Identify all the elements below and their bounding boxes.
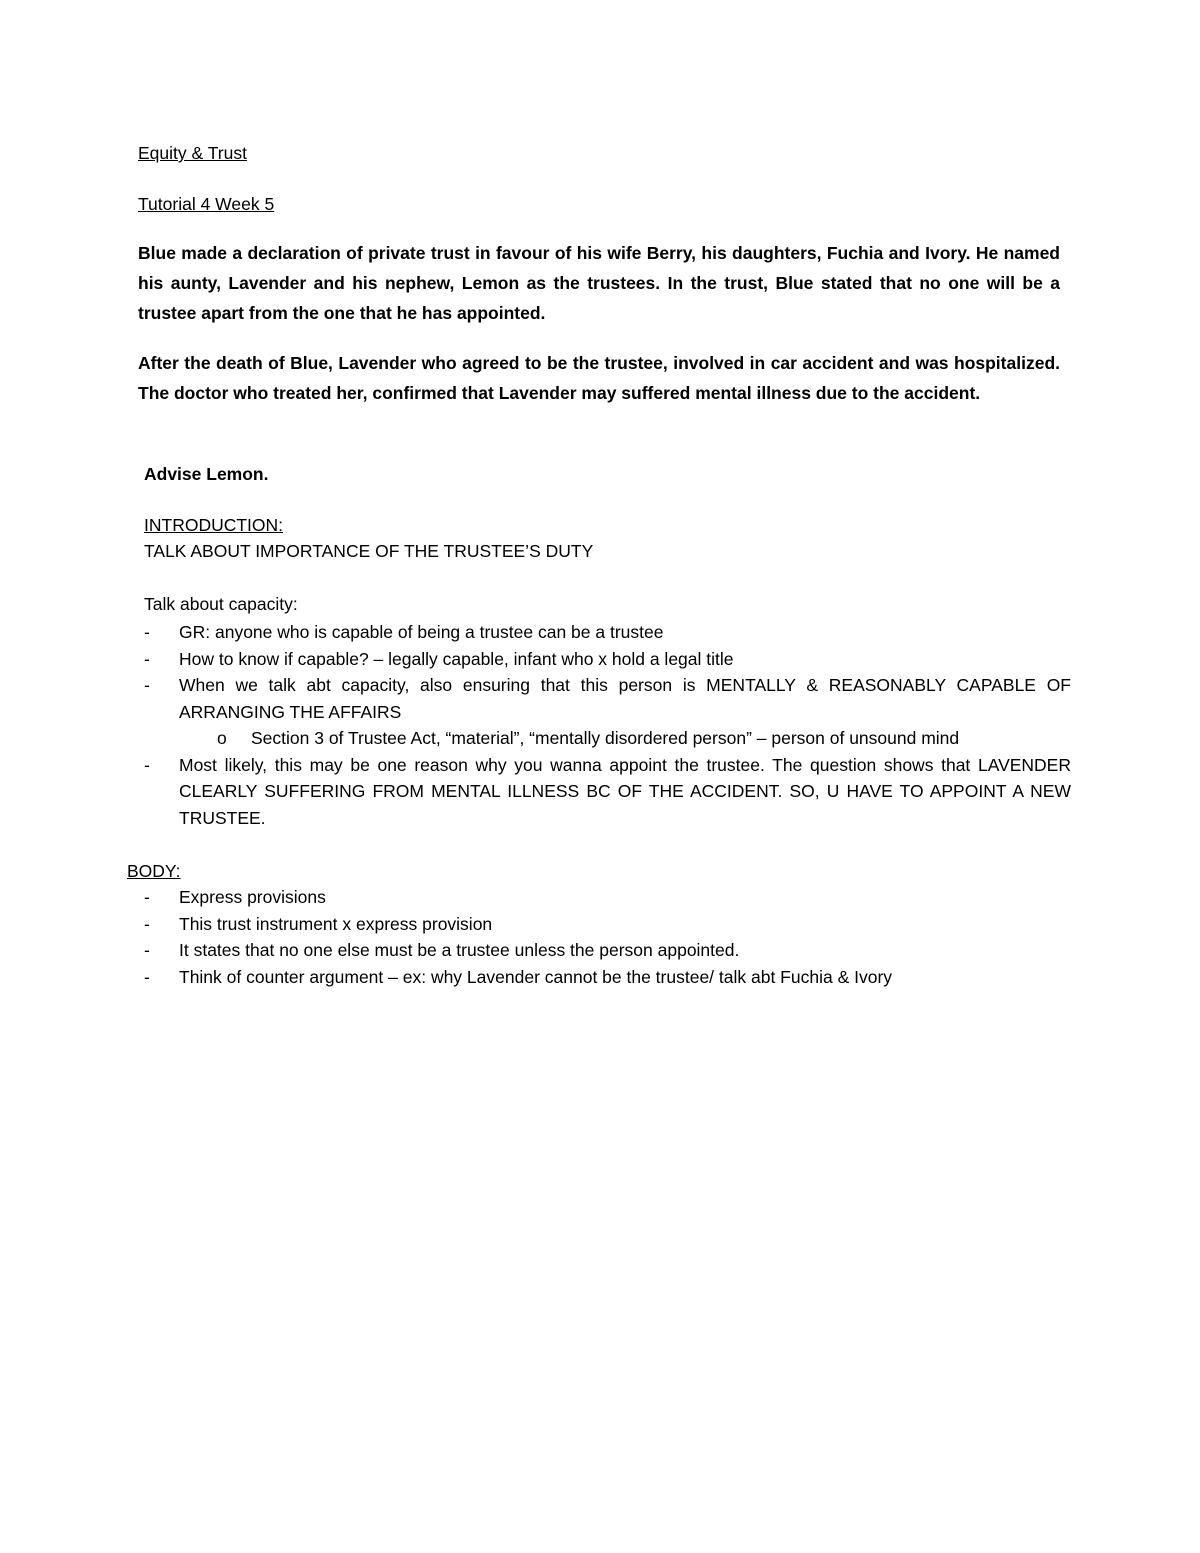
bullet-text: Think of counter argument – ex: why Lavender cannot be the trustee/ talk abt Fuchia & Ivory	[179, 966, 893, 987]
question-paragraph-1: Blue made a declaration of private trust in favour of his wife Berry, his daughters, Fuchia and Ivory. He named his aunty, Lavender and his nephew, Lemon as the trustees. In the trust, Blue stated that no one will be a trustee apart from the one that he has appointed.	[138, 243, 1060, 323]
list-item	[144, 964, 1071, 991]
bullet-text: This trust instrument x express provision	[179, 913, 493, 934]
body-bullet-list	[144, 884, 1071, 990]
bullet-dash: -	[144, 940, 150, 960]
document-title: Equity & Trust	[138, 143, 247, 163]
bullet-dash: -	[144, 913, 150, 934]
bullet-dash: -	[144, 754, 150, 775]
bullet-text: Express provisions	[179, 887, 326, 907]
list-item	[144, 937, 1071, 964]
introduction-heading: INTRODUCTION:	[144, 515, 284, 535]
bullet-dash: -	[144, 887, 150, 907]
sub-list-item	[179, 725, 1071, 752]
sub-bullet-text: Section 3 of Trustee Act, “material”, “mentally disordered person” – person of unsound mind	[251, 728, 960, 748]
bullet-dash: -	[144, 675, 150, 695]
bullet-text: Most likely, this may be one reason why you wanna appoint the trustee. The question shows that LAVENDER CLEARLY SUFFERING FROM MENTAL ILLNESS BC OF THE ACCIDENT. SO, U HAVE TO APPOINT A NEW TRUSTEE.	[179, 754, 1071, 828]
list-item	[144, 672, 1071, 752]
list-item	[144, 619, 1071, 646]
bullet-dash: -	[144, 648, 150, 669]
body-heading: BODY:	[127, 861, 181, 881]
sub-bullet-list	[179, 725, 1071, 752]
advise-instruction: Advise Lemon.	[144, 464, 269, 484]
introduction-topic: TALK ABOUT IMPORTANCE OF THE TRUSTEE’S DUTY	[144, 541, 594, 561]
bullet-dash: -	[144, 966, 150, 987]
introduction-bullet-list	[144, 619, 1071, 831]
bullet-text: How to know if capable? – legally capable, infant who x hold a legal title	[179, 648, 734, 669]
list-item	[144, 646, 1071, 673]
question-paragraph-2: After the death of Blue, Lavender who agreed to be the trustee, involved in car accident and was hospitalized. The doctor who treated her, confirmed that Lavender may suffered mental illness due to the accident.	[138, 353, 1060, 403]
sub-bullet-marker: o	[217, 728, 227, 748]
bullet-text: It states that no one else must be a trustee unless the person appointed.	[179, 940, 740, 960]
list-item	[144, 752, 1071, 832]
bullet-text: GR: anyone who is capable of being a trustee can be a trustee	[179, 622, 664, 642]
bullet-text: When we talk abt capacity, also ensuring that this person is MENTALLY & REASONABLY CAPABLE OF ARRANGING THE AFFAIRS	[179, 675, 1071, 722]
list-item	[144, 911, 1071, 938]
tutorial-subtitle: Tutorial 4 Week 5	[138, 194, 275, 214]
capacity-label: Talk about capacity:	[144, 594, 298, 614]
list-item	[144, 884, 1071, 911]
bullet-dash: -	[144, 622, 150, 642]
